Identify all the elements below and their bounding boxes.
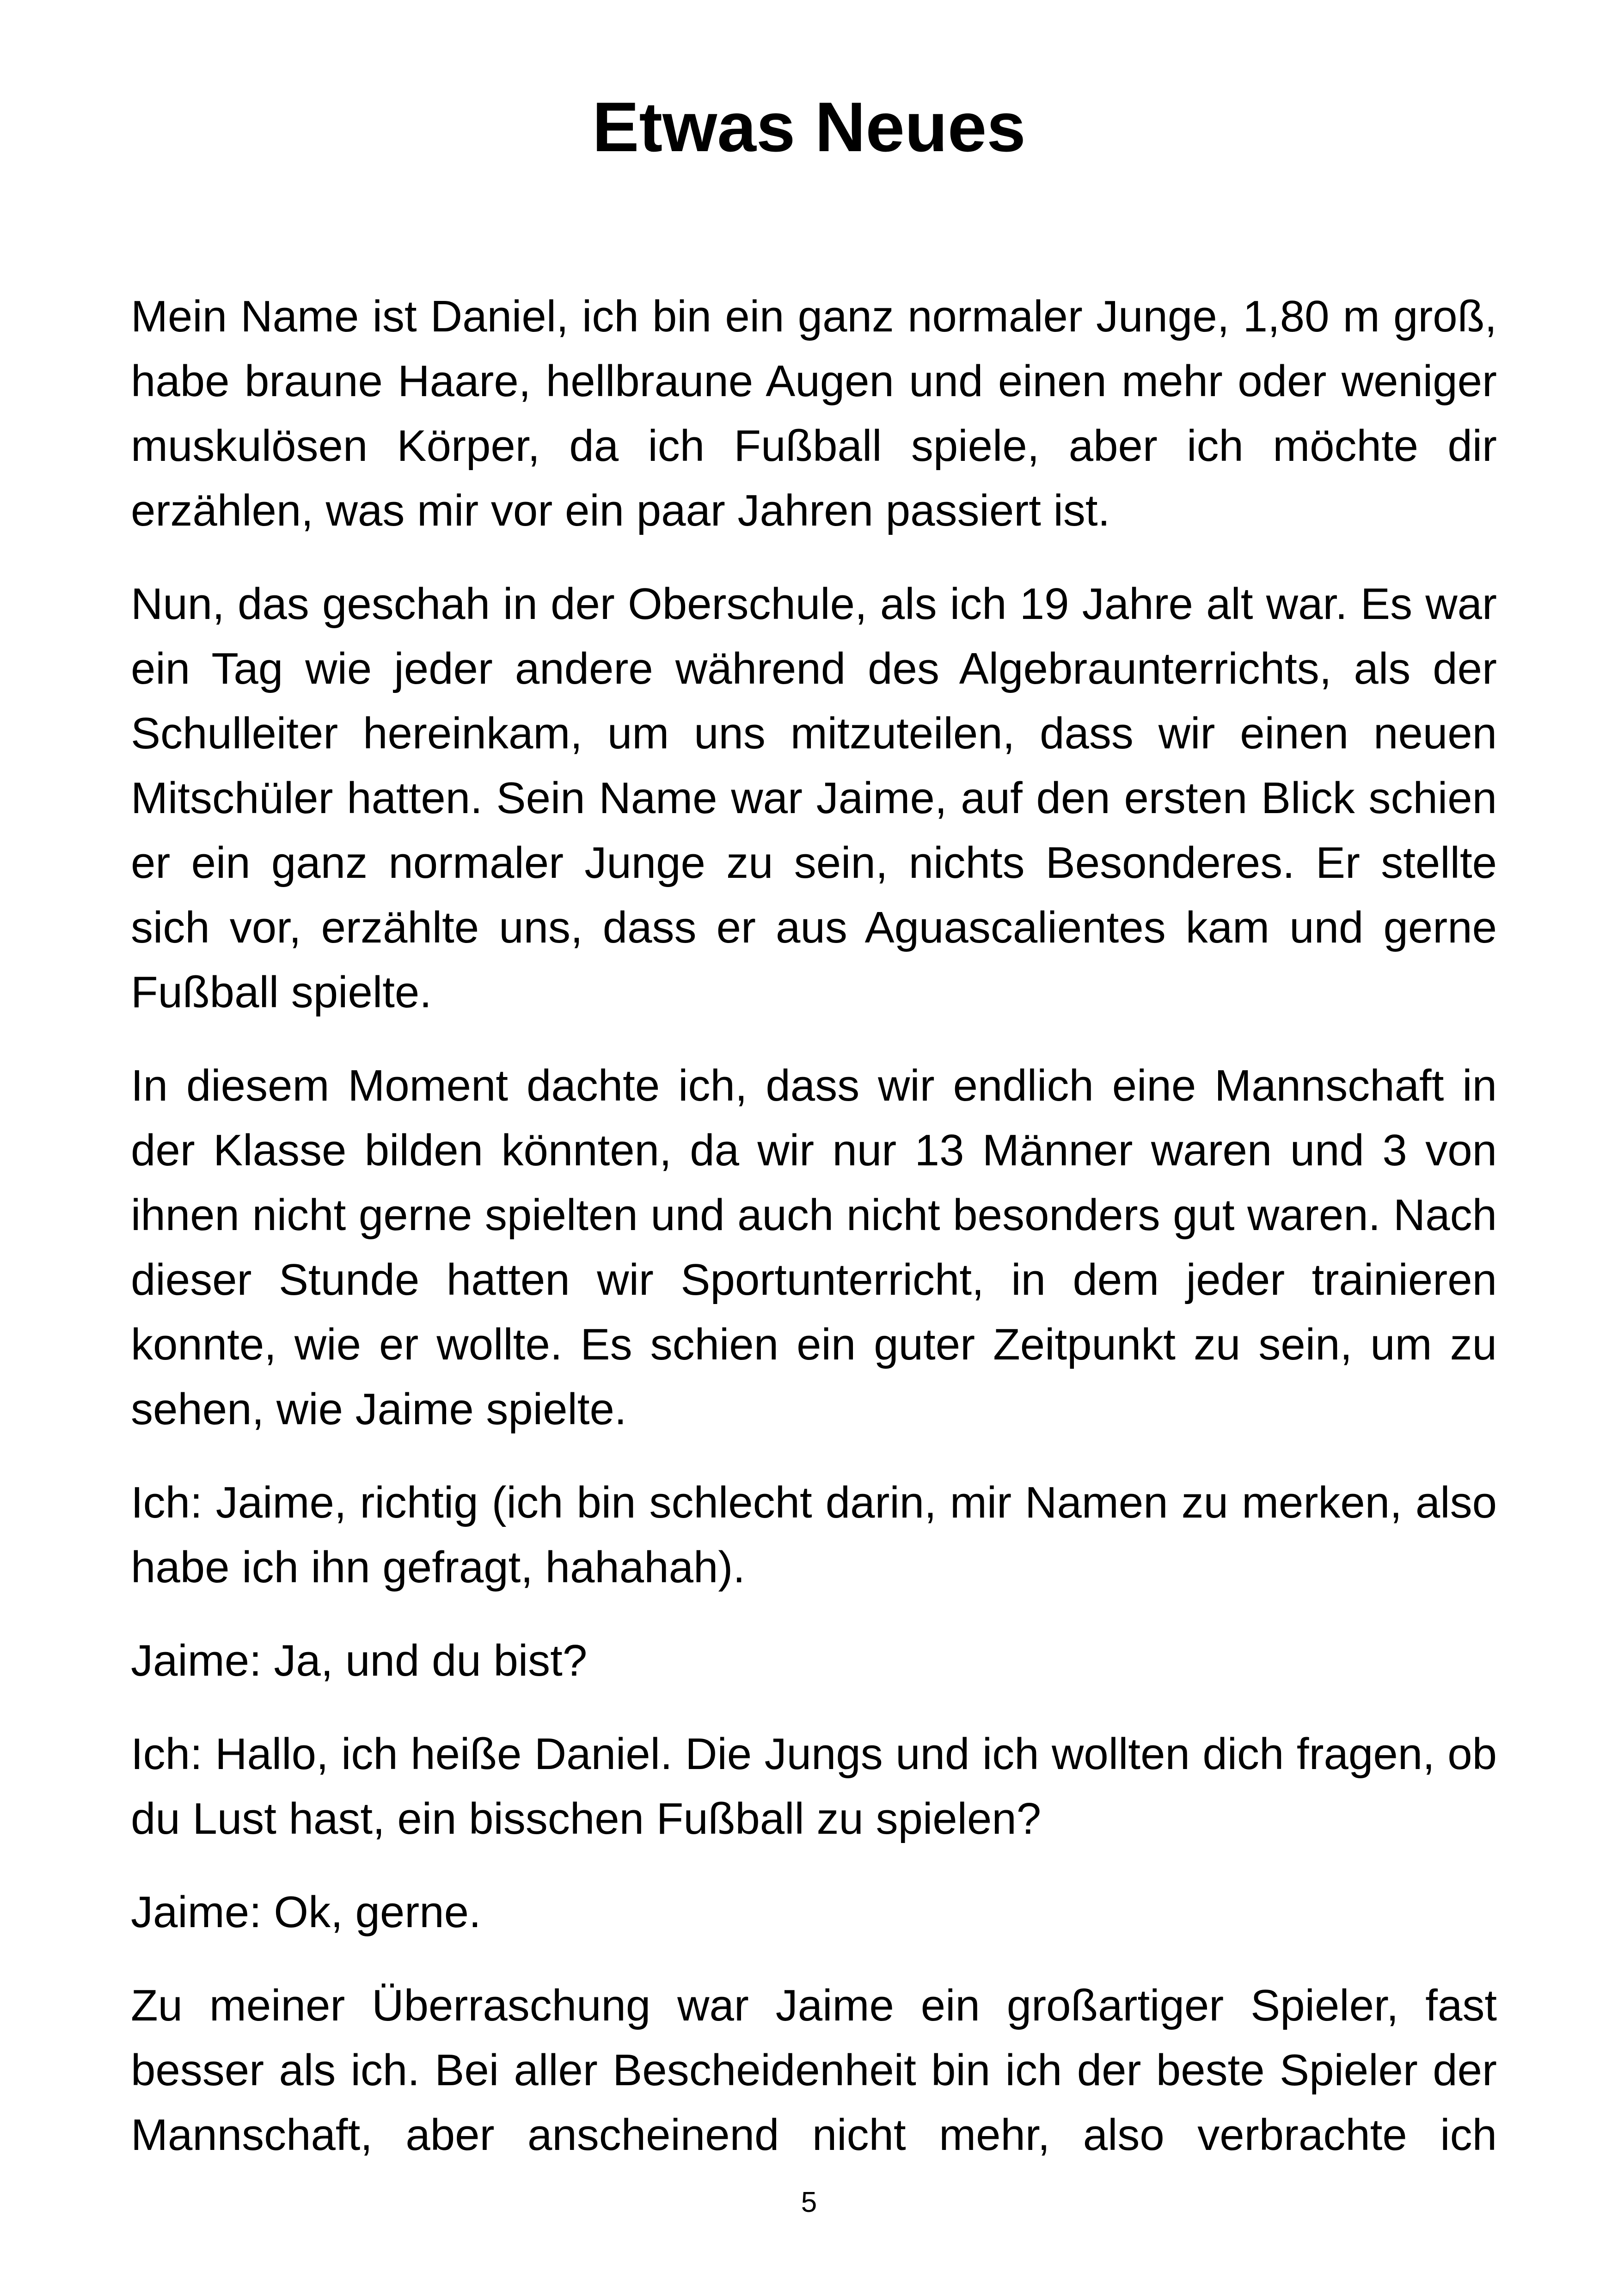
paragraph-intro: Mein Name ist Daniel, ich bin ein ganz normaler Junge, 1,80 m groß, habe braune Haare, hellbraune Augen und einen mehr oder weniger muskulösen Körper, da ich Fußball spiele, aber ich möchte dir erzählen, was mir vor ein paar Jahren passiert ist. <box>131 292 1497 535</box>
dialogue-line: Jaime: Ok, gerne. <box>131 1887 481 1937</box>
dialogue-line: Jaime: Ja, und du bist? <box>131 1636 588 1685</box>
dialogue-line: Ich: Hallo, ich heiße Daniel. Die Jungs und ich wollten dich fragen, ob du Lust hast, ein bisschen Fußball zu spielen? <box>131 1729 1497 1843</box>
page-number: 5 <box>801 2186 817 2218</box>
paragraph-surprise: Zu meiner Überraschung war Jaime ein großartiger Spieler, fast besser als ich. Bei aller Bescheidenheit bin ich der beste Spieler der Mannschaft, aber anscheinend nicht mehr, also verbrachte ich <box>131 1981 1497 2160</box>
dialogue-line: Ich: Jaime, richtig (ich bin schlecht darin, mir Namen zu merken, also habe ich ihn gefragt, hahahah). <box>131 1478 1497 1592</box>
paragraph-new-student: Nun, das geschah in der Oberschule, als ich 19 Jahre alt war. Es war ein Tag wie jeder andere während des Algebraunterrichts, als der Schulleiter hereinkam, um uns mitzuteilen, dass wir einen neuen Mitschüler hatten. Sein Name war Jaime, auf den ersten Blick schien er ein ganz normaler Junge zu sein, nichts Besonderes. Er stellte sich vor, erzählte uns, dass er aus Aguascalientes kam und gerne Fußball spielte. <box>131 579 1497 1017</box>
page-title: Etwas Neues <box>592 88 1026 166</box>
paragraph-team: In diesem Moment dachte ich, dass wir endlich eine Mannschaft in der Klasse bilden könnten, da wir nur 13 Männer waren und 3 von ihnen nicht gerne spielten und auch nicht besonders gut waren. Nach dieser Stunde hatten wir Sportunterricht, in dem jeder trainieren konnte, wie er wollte. Es schien ein guter Zeitpunkt zu sein, um zu sehen, wie Jaime spielte. <box>131 1061 1497 1434</box>
body-text <box>131 284 1497 2196</box>
